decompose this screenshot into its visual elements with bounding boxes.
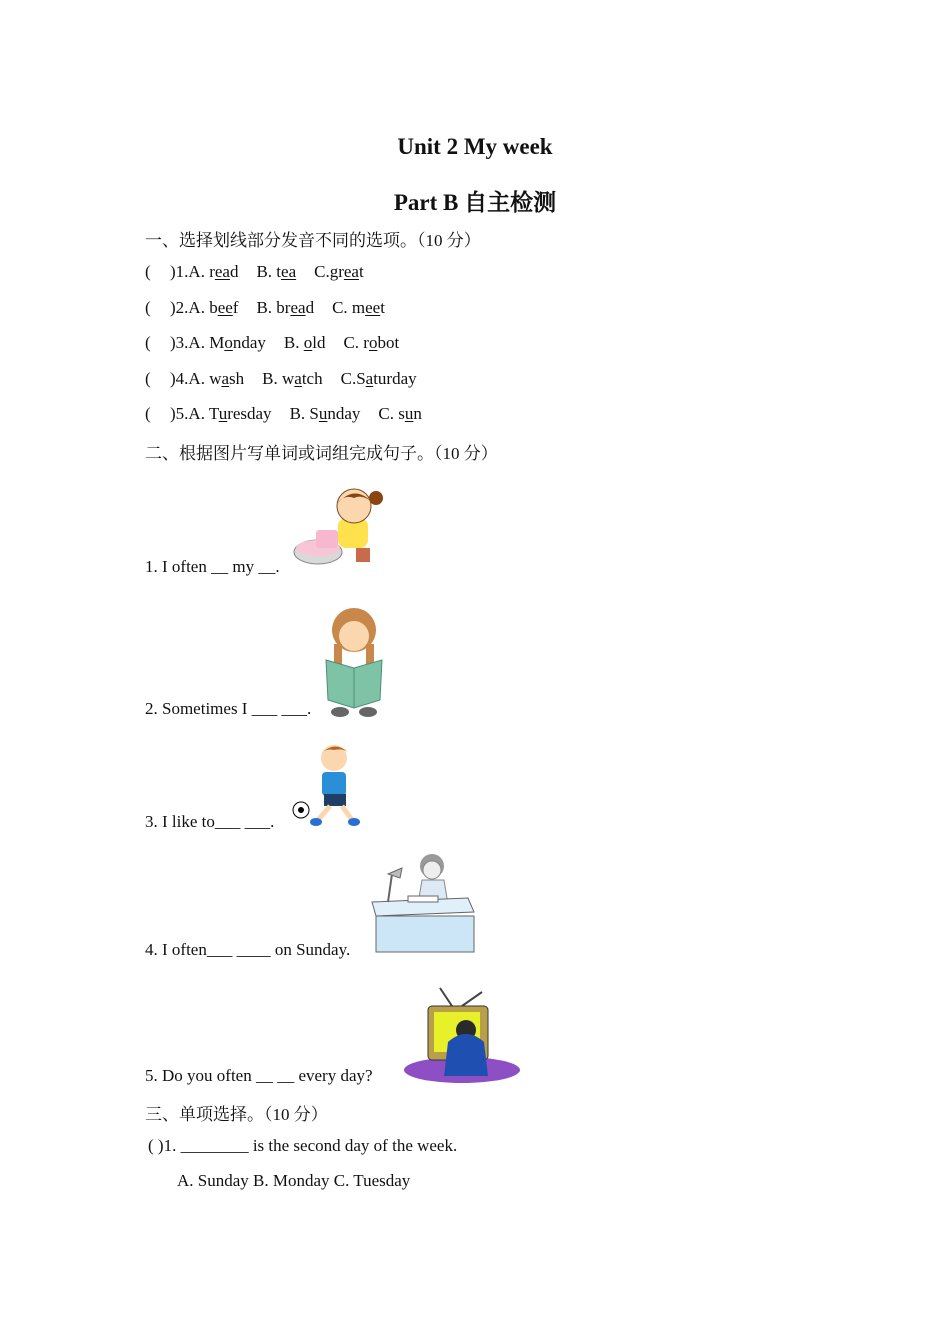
word-part: resday	[227, 404, 272, 423]
word-part: sh	[229, 369, 245, 388]
answer-paren: (	[145, 333, 151, 352]
option-a	[209, 369, 244, 388]
word-part: B. w	[262, 369, 295, 388]
word-part: w	[209, 369, 222, 388]
answer-paren: (	[145, 404, 151, 423]
underlined-letters: o	[303, 333, 313, 352]
word-part: bot	[377, 333, 400, 352]
option-b	[262, 369, 322, 388]
option-c	[341, 369, 417, 388]
item-number: )3.A.	[170, 333, 210, 352]
option-a	[209, 298, 238, 317]
underlined-letters: u	[318, 404, 328, 423]
word-part: t	[380, 298, 385, 317]
sentence-1: 1. I often __ my __.	[145, 557, 280, 576]
sentence-2: 2. Sometimes I ___ ___.	[145, 699, 312, 718]
word-part: C. m	[332, 298, 366, 317]
underlined-letters: u	[218, 404, 228, 423]
underlined-letters: ea	[343, 262, 359, 281]
item-number: )2.A.	[170, 298, 210, 317]
word-part: r	[209, 262, 215, 281]
boy-playing-football-icon	[290, 742, 370, 828]
underlined-letters: u	[404, 404, 414, 423]
word-part: turday	[373, 369, 417, 388]
sentence-4: 4. I often___ ____ on Sunday.	[145, 940, 351, 959]
option-a	[209, 262, 238, 281]
girl-washing-clothes-icon	[292, 486, 394, 568]
word-part: d	[305, 298, 315, 317]
girl-doing-homework-icon	[368, 852, 478, 958]
option-c	[314, 262, 364, 281]
underlined-letters: a	[365, 369, 374, 388]
word-part: nday	[327, 404, 361, 423]
item-number: )1.A.	[170, 262, 210, 281]
page-subtitle: Part B 自主检测	[393, 190, 557, 215]
word-part: B. br	[256, 298, 291, 317]
underlined-letters: o	[224, 333, 233, 352]
word-part: d	[229, 262, 239, 281]
word-part: tch	[301, 369, 323, 388]
underlined-letters: ea	[281, 262, 297, 281]
sentence-5: 5. Do you often __ __ every day?	[145, 1066, 373, 1085]
section1-item-2	[145, 298, 385, 318]
underlined-letters: ee	[365, 298, 381, 317]
word-part: ld	[312, 333, 326, 352]
section1-item-4	[145, 369, 417, 389]
underlined-letters: o	[368, 333, 378, 352]
item-number: )4.A.	[170, 369, 210, 388]
option-c	[343, 333, 399, 352]
underlined-letters: ea	[214, 262, 230, 281]
option-b	[256, 298, 314, 317]
word-part: B. S	[289, 404, 319, 423]
option-c	[378, 404, 421, 423]
word-part: f	[232, 298, 239, 317]
word-part: C. s	[378, 404, 405, 423]
option-b	[256, 262, 296, 281]
underlined-letters: ee	[217, 298, 233, 317]
word-part: B.	[283, 333, 304, 352]
word-part: nday	[232, 333, 266, 352]
word-part: b	[209, 298, 218, 317]
word-part: C.gr	[314, 262, 344, 281]
question-1-options: A. Sunday B. Monday C. Tuesday	[177, 1171, 411, 1190]
boy-watching-tv-icon	[402, 986, 522, 1084]
answer-paren: (	[145, 369, 151, 388]
section3-heading: 三、单项选择。（10 分）	[145, 1105, 328, 1124]
option-b	[284, 333, 326, 352]
girl-reading-book-icon	[322, 604, 386, 718]
section1-item-3	[145, 333, 399, 353]
question-1: ( )1. ________ is the second day of the week.	[148, 1136, 458, 1155]
underlined-letters: a	[294, 369, 302, 388]
option-a	[209, 404, 272, 423]
option-c	[332, 298, 385, 317]
option-a	[209, 333, 266, 352]
section1-heading: 一、选择划线部分发音不同的选项。（10 分）	[145, 231, 481, 250]
word-part: C.S	[340, 369, 366, 388]
word-part: n	[413, 404, 422, 423]
section2-heading: 二、根据图片写单词或词组完成句子。（10 分）	[145, 444, 498, 463]
section1-item-5	[145, 404, 422, 424]
section1-item-1	[145, 262, 364, 282]
answer-paren: (	[145, 262, 151, 281]
item-number: )5.A.	[170, 404, 209, 423]
sentence-3: 3. I like to___ ___.	[145, 812, 275, 831]
word-part: T	[208, 404, 219, 423]
underlined-letters: ea	[290, 298, 306, 317]
word-part: M	[209, 333, 225, 352]
underlined-letters: a	[221, 369, 230, 388]
word-part: C. r	[343, 333, 369, 352]
page-title: Unit 2 My week	[397, 134, 553, 159]
answer-paren: (	[145, 298, 151, 317]
option-b	[290, 404, 361, 423]
word-part: B. t	[256, 262, 282, 281]
word-part: t	[358, 262, 364, 281]
